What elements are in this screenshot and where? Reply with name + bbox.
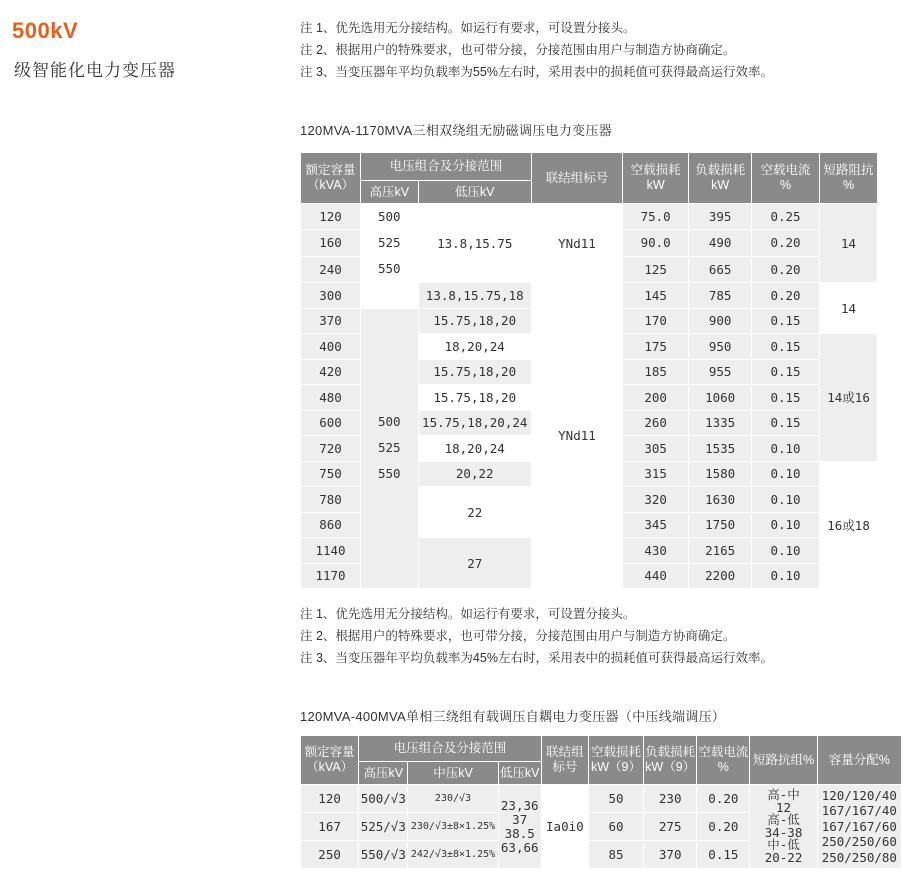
table2 xyxy=(300,735,902,869)
t1-h-noload: 空载损耗 kW xyxy=(623,153,688,203)
t2-mv: 230/√3 xyxy=(408,785,497,812)
table2-title: 120MVA-400MVA单相三绕组有载调压自耦电力变压器（中压线端调压） xyxy=(300,709,726,724)
t1-capacity: 780 xyxy=(301,487,360,512)
t1-lv: 15.75,18,20 xyxy=(419,360,531,385)
t1-load: 1335 xyxy=(689,411,751,436)
t2-h-impedance: 短路抗组% xyxy=(750,736,816,784)
t1-capacity: 720 xyxy=(301,436,360,461)
note-1: 注 1、优先选用无分接结构。如运行有要求，可设置分接头。 xyxy=(300,607,636,621)
t2-capacity: 120 xyxy=(301,785,358,812)
t1-noload: 320 xyxy=(623,487,688,512)
t2-h-mv: 中压kV xyxy=(408,762,497,784)
t1-noload: 90.0 xyxy=(623,230,688,255)
t1-imp3: 14或16 xyxy=(820,334,877,461)
t1-capacity: 160 xyxy=(301,230,360,255)
t1-vector1: YNd11 xyxy=(532,204,622,282)
t1-h-vector: 联结组标号 xyxy=(532,153,622,203)
t1-lv: 22 xyxy=(419,487,531,537)
t1-lv: 13.8,15.75,18 xyxy=(419,283,531,308)
t1-load: 1535 xyxy=(689,436,751,461)
t2-load: 275 xyxy=(644,813,696,840)
t1-capacity: 480 xyxy=(301,385,360,410)
note-2: 注 2、根据用户的特殊要求，也可带分接，分接范围由用户与制造方协商确定。 xyxy=(300,629,736,643)
t2-mv: 242/√3±8×1.25% xyxy=(408,841,497,868)
t1-capacity: 300 xyxy=(301,283,360,308)
t2-h-load: 负载损耗 kW（9） xyxy=(644,736,696,784)
t2-noload: 85 xyxy=(589,841,643,868)
t1-noload: 200 xyxy=(623,385,688,410)
t1-hv-group1: 500 525 550 xyxy=(361,204,417,282)
t1-load: 955 xyxy=(689,360,751,385)
t1-h-capacity: 额定容量 （kVA） xyxy=(301,153,360,203)
t1-load: 1580 xyxy=(689,462,751,487)
t1-current: 0.25 xyxy=(752,204,819,229)
t1-hv-blank xyxy=(361,283,417,308)
t1-load: 395 xyxy=(689,204,751,229)
t2-h-hv: 高压kV xyxy=(359,762,407,784)
t1-capacity: 400 xyxy=(301,334,360,359)
t1-capacity: 1170 xyxy=(301,564,360,589)
t1-current: 0.10 xyxy=(752,462,819,487)
t1-noload: 305 xyxy=(623,436,688,461)
t1-current: 0.20 xyxy=(752,283,819,308)
t2-noload: 50 xyxy=(589,785,643,812)
t1-h-voltage-group: 电压组合及分接范围 xyxy=(361,153,531,180)
t2-load: 230 xyxy=(644,785,696,812)
t2-hv: 550/√3 xyxy=(359,841,407,868)
t1-load: 490 xyxy=(689,230,751,255)
t1-current: 0.10 xyxy=(752,564,819,589)
t1-lv: 20,22 xyxy=(419,462,531,487)
t2-current: 0.15 xyxy=(697,841,749,868)
t1-load: 1060 xyxy=(689,385,751,410)
t1-load: 665 xyxy=(689,257,751,282)
t1-current: 0.15 xyxy=(752,334,819,359)
t1-current: 0.10 xyxy=(752,487,819,512)
notes-top xyxy=(300,17,773,83)
t1-load: 785 xyxy=(689,283,751,308)
t1-capacity: 370 xyxy=(301,309,360,334)
t1-lv: 27 xyxy=(419,538,531,588)
t1-lv: 18,20,24 xyxy=(419,436,531,461)
t1-imp4: 16或18 xyxy=(820,462,877,589)
t1-current: 0.15 xyxy=(752,411,819,436)
t1-current: 0.10 xyxy=(752,538,819,563)
t1-current: 0.20 xyxy=(752,230,819,255)
t1-noload: 175 xyxy=(623,334,688,359)
t2-dist: 120/120/40 167/167/40 167/167/60 250/250/60 250/250/80 xyxy=(818,785,901,868)
note-2: 注 2、根据用户的特殊要求，也可带分接，分接范围由用户与制造方协商确定。 xyxy=(300,43,736,57)
t1-capacity: 240 xyxy=(301,257,360,282)
t1-h-load: 负载损耗 kW xyxy=(689,153,751,203)
t1-lv: 18,20,24 xyxy=(419,334,531,359)
t2-h-dist: 容量分配% xyxy=(818,736,901,784)
t1-imp2: 14 xyxy=(820,283,877,333)
t2-vector: Ia0i0 xyxy=(542,785,588,868)
t2-h-capacity: 额定容量 （kVA） xyxy=(301,736,358,784)
t1-capacity: 1140 xyxy=(301,538,360,563)
t1-hv-group2: 500 525 550 xyxy=(361,309,417,589)
t1-lv: 15.75,18,20 xyxy=(419,385,531,410)
t1-noload: 75.0 xyxy=(623,204,688,229)
t2-noload: 60 xyxy=(589,813,643,840)
t1-capacity: 750 xyxy=(301,462,360,487)
t2-h-noload: 空载损耗 kW（9） xyxy=(589,736,643,784)
t1-load: 900 xyxy=(689,309,751,334)
t1-noload: 125 xyxy=(623,257,688,282)
t1-lv-group1: 13.8,15.75 xyxy=(419,204,531,282)
t1-load: 1750 xyxy=(689,513,751,538)
t2-hv: 525/√3 xyxy=(359,813,407,840)
t2-h-lv: 低压kV xyxy=(499,762,541,784)
t1-load: 950 xyxy=(689,334,751,359)
t1-load: 1630 xyxy=(689,487,751,512)
t2-h-current: 空载电流 % xyxy=(697,736,749,784)
page-subtitle: 级智能化电力变压器 xyxy=(14,61,176,80)
t1-current: 0.10 xyxy=(752,436,819,461)
t2-current: 0.20 xyxy=(697,785,749,812)
note-1: 注 1、优先选用无分接结构。如运行有要求，可设置分接头。 xyxy=(300,21,636,35)
t1-capacity: 600 xyxy=(301,411,360,436)
t2-h-voltage-group: 电压组合及分接范围 xyxy=(359,736,541,761)
t1-lv: 15.75,18,20 xyxy=(419,309,531,334)
t2-lv: 23,36 37 38.5 63,66 xyxy=(499,785,541,868)
t2-impedance: 高-中 12 高-低 34-38 中-低 20-22 xyxy=(750,785,816,868)
t2-load: 370 xyxy=(644,841,696,868)
t2-capacity: 167 xyxy=(301,813,358,840)
t1-load: 2165 xyxy=(689,538,751,563)
t2-hv: 500/√3 xyxy=(359,785,407,812)
t1-current: 0.10 xyxy=(752,513,819,538)
table1-title: 120MVA-1170MVA三相双绕组无励磁调压电力变压器 xyxy=(300,123,613,138)
note-3: 注 3、当变压器年平均负载率为55%左右时，采用表中的损耗值可获得最高运行效率。 xyxy=(300,65,773,79)
t1-noload: 440 xyxy=(623,564,688,589)
t1-lv: 15.75,18,20,24 xyxy=(419,411,531,436)
t1-current: 0.15 xyxy=(752,360,819,385)
t1-vector2: YNd11 xyxy=(532,283,622,588)
t1-h-impedance: 短路阻抗 % xyxy=(820,153,877,203)
t1-noload: 185 xyxy=(623,360,688,385)
t2-capacity: 250 xyxy=(301,841,358,868)
note-3: 注 3、当变压器年平均负载率为45%左右时，采用表中的损耗值可获得最高运行效率。 xyxy=(300,651,773,665)
notes-mid xyxy=(300,603,773,669)
t1-noload: 170 xyxy=(623,309,688,334)
t2-h-vector: 联结组 标号 xyxy=(542,736,588,784)
t2-current: 0.20 xyxy=(697,813,749,840)
t1-current: 0.20 xyxy=(752,257,819,282)
t1-noload: 315 xyxy=(623,462,688,487)
t1-current: 0.15 xyxy=(752,309,819,334)
t1-capacity: 860 xyxy=(301,513,360,538)
t1-capacity: 420 xyxy=(301,360,360,385)
t1-noload: 145 xyxy=(623,283,688,308)
t2-mv: 230/√3±8×1.25% xyxy=(408,813,497,840)
t1-h-hv: 高压kV xyxy=(361,181,417,203)
page-title: 500kV xyxy=(12,18,79,43)
t1-load: 2200 xyxy=(689,564,751,589)
t1-imp1: 14 xyxy=(820,204,877,282)
t1-h-current: 空载电流 % xyxy=(752,153,819,203)
t1-current: 0.15 xyxy=(752,385,819,410)
t1-noload: 345 xyxy=(623,513,688,538)
t1-noload: 260 xyxy=(623,411,688,436)
t1-h-lv: 低压kV xyxy=(419,181,531,203)
table1 xyxy=(300,152,878,589)
t1-noload: 430 xyxy=(623,538,688,563)
t1-capacity: 120 xyxy=(301,204,360,229)
